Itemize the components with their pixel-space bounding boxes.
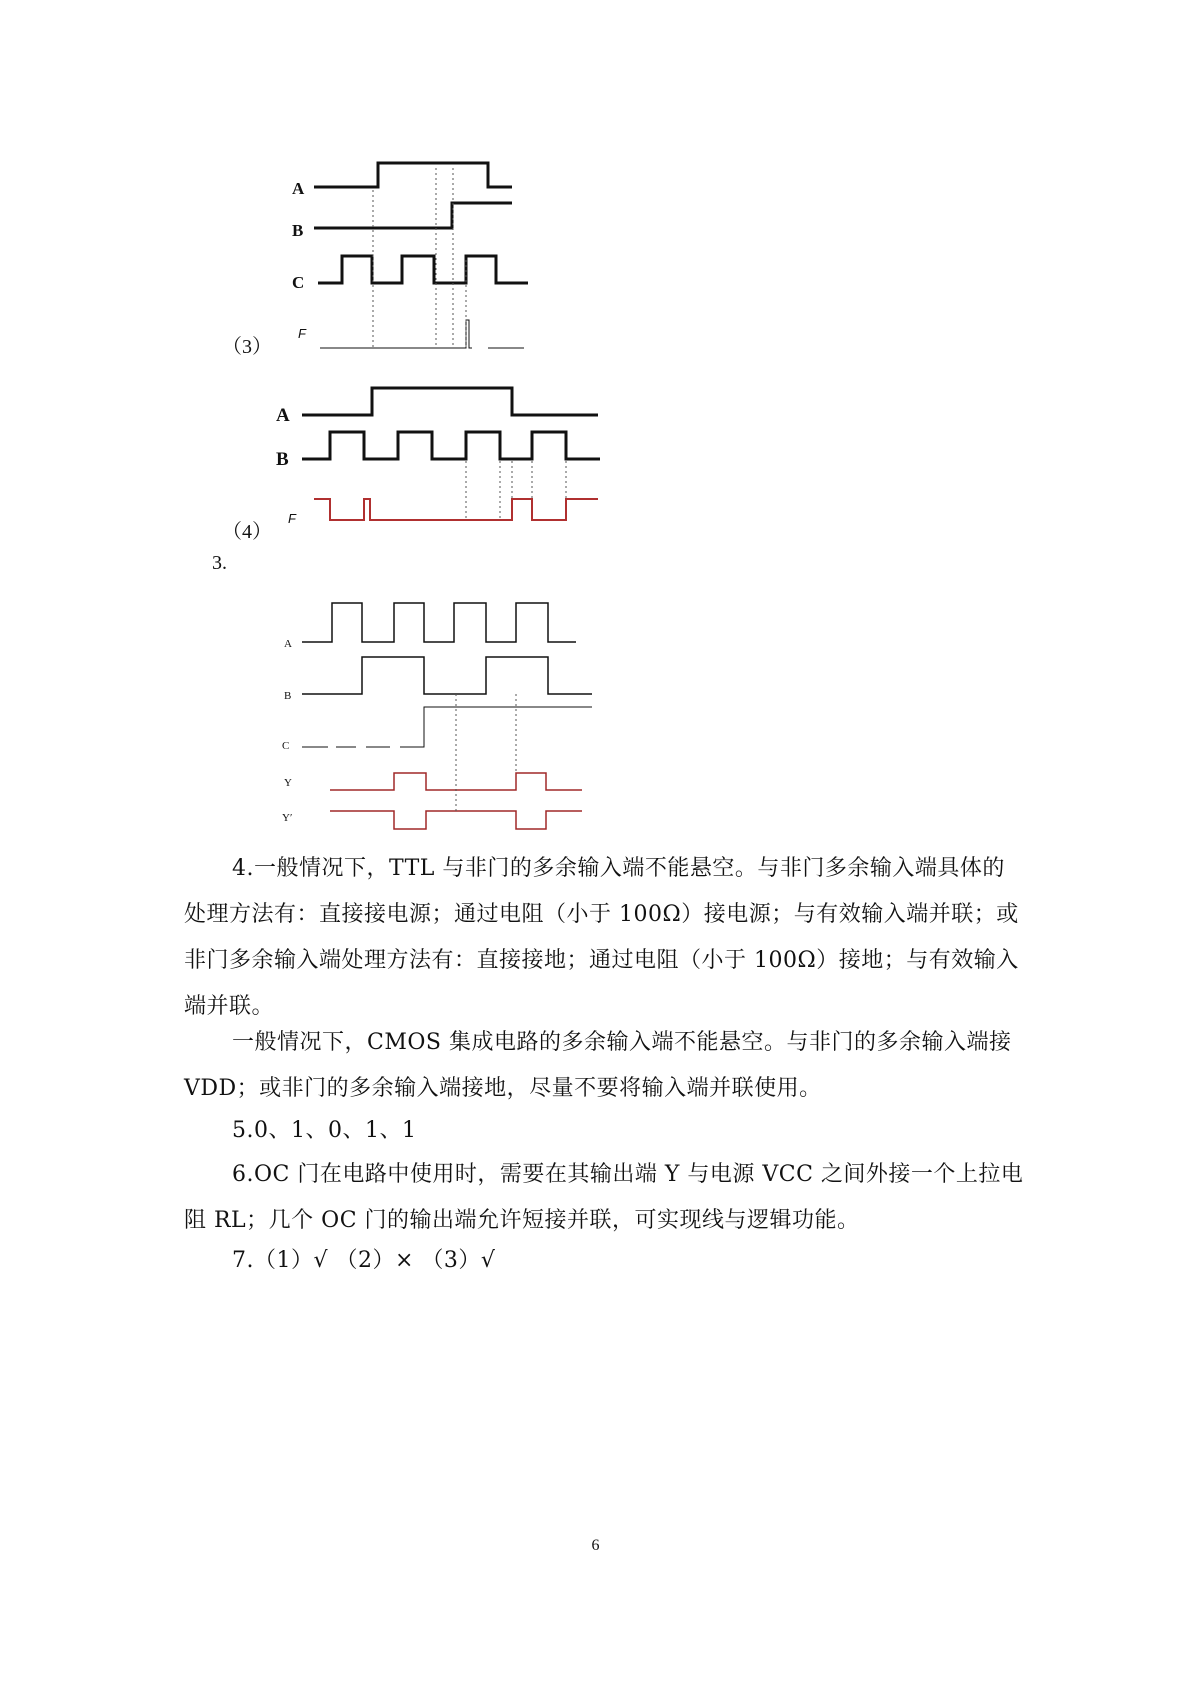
paragraph-item-7-text: 7.（1）√ （2）× （3）√ (232, 1248, 496, 1273)
item3-label: （3） (222, 336, 272, 358)
waveform-b (302, 432, 600, 459)
item4-label: （4） (222, 521, 272, 543)
guide-lines (373, 168, 466, 348)
page-number: 6 (591, 1537, 600, 1554)
waveform-b (314, 203, 512, 228)
waveform-f (314, 499, 598, 520)
signal-label-y-prime: Y′ (282, 812, 293, 824)
paragraph-item-4-cmos-text: 一般情况下，CMOS 集成电路的多余输入端不能悬空。与非门的多余输入端接 VDD；或非门的多余输入端接地，尽量不要将输入端并联使用。 (184, 1030, 1012, 1101)
signal-label-b: B (276, 449, 289, 470)
paragraph-item-4 (184, 846, 1024, 1030)
signal-label-f: F (298, 326, 306, 341)
paragraph-item-6-text: 6.OC 门在电路中使用时，需要在其输出端 Y 与电源 VCC 之间外接一个上拉电阻 RL；几个 OC 门的输出端允许短接并联，可实现线与逻辑功能。 (184, 1162, 1024, 1233)
waveform-b (302, 657, 592, 694)
signal-label-a: A (284, 638, 292, 650)
waveform-a (302, 388, 598, 415)
signal-label-f: F (288, 511, 296, 526)
timing-diagram-section3 (270, 590, 610, 840)
waveform-a (302, 603, 576, 642)
section3-number: 3. (212, 552, 227, 574)
paragraph-item-5-text: 5.0、1、0、1、1 (232, 1118, 417, 1143)
timing-diagram-4 (270, 375, 610, 535)
paragraph-item-5 (184, 1108, 1024, 1154)
waveform-c (318, 256, 528, 283)
signal-label-c: C (292, 273, 305, 292)
waveform-f (320, 320, 472, 348)
waveform-c (400, 707, 592, 747)
guide-lines (456, 694, 516, 811)
waveform-y-prime (330, 811, 582, 829)
waveform-a (314, 163, 512, 187)
signal-label-b: B (284, 690, 292, 702)
signal-label-c: C (282, 740, 290, 752)
signal-label-y: Y (284, 777, 292, 789)
signal-label-a: A (292, 179, 305, 198)
guide-lines (466, 461, 566, 520)
paragraph-item-4-cmos (184, 1020, 1024, 1112)
paragraph-item-4-text: 4.一般情况下，TTL 与非门的多余输入端不能悬空。与非门多余输入端具体的处理方法有：直接接电源；通过电阻（小于 100Ω）接电源；与有效输入端并联；或非门多余输入端处理方法有：直接接地；通过电阻（小于 100Ω）接地；与有效输入端并联。 (184, 856, 1019, 1019)
paragraph-item-6 (184, 1152, 1024, 1244)
signal-label-b: B (292, 221, 304, 240)
timing-diagram-3 (270, 150, 550, 360)
paragraph-item-7 (184, 1238, 1024, 1284)
signal-label-a: A (276, 405, 290, 426)
